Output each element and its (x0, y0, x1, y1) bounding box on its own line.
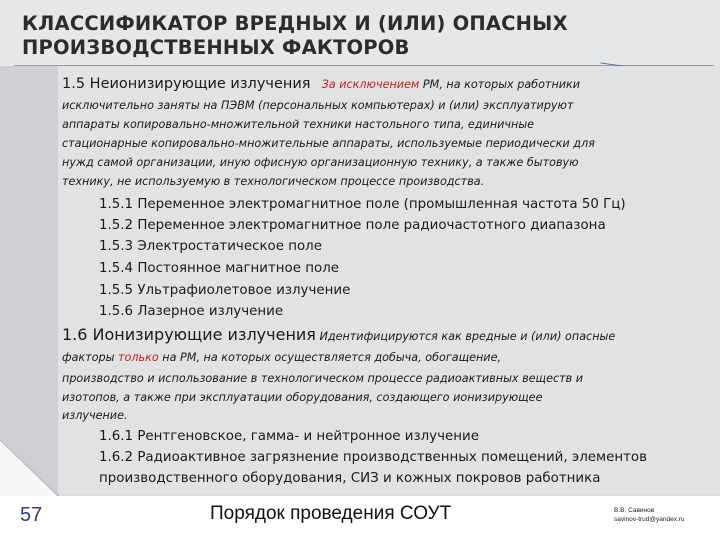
left-frame (0, 66, 59, 496)
list-item-1-5-6: 1.5.6 Лазерное излучение (99, 304, 284, 319)
section-15-heading: 1.5 Неионизирующие излучения (62, 76, 311, 92)
slide-title (22, 12, 702, 60)
section-16-text-line: производство и использование в технологическом процессе радиоактивных веществ и (62, 372, 584, 385)
section-15-note: РМ, на которых работники (419, 78, 581, 91)
section-16-note: Идентифицируются как вредные и (или) опасные (315, 330, 616, 343)
list-item-1-6-2-cont: производственного оборудования, СИЗ и кожных покровов работника (99, 471, 601, 486)
author-email: savinov-trud@yandex.ru (614, 516, 685, 523)
author-name: В.В. Савинов (614, 507, 655, 514)
section-16-heading: 1.6 Ионизирующие излучения (62, 325, 316, 344)
author-info (614, 506, 685, 524)
section-16-red-word: только (118, 351, 159, 364)
page-number: 57 (20, 504, 43, 526)
section-16-text-line: изотопов, а также при эксплуатации оборудования, создающего ионизирующее (62, 391, 543, 404)
list-item-1-5-2: 1.5.2 Переменное электромагнитное поле радиочастотного диапазона (99, 218, 606, 233)
section-15-text-line: стационарные копировально-множительные аппараты, используемые периодически для (62, 137, 595, 150)
section-15-text-line: исключительно заняты на ПЭВМ (персональных компьютерах) и (или) эксплуатируют (62, 99, 574, 112)
section-16-text-line: факторы только на РМ, на которых осуществляется добыча, обогащение, (62, 351, 502, 364)
section-15-text-line: нужд самой организации, иную офисную организационную технику, а также бытовую (62, 156, 579, 169)
list-item-1-5-5: 1.5.5 Ультрафиолетовое излучение (99, 283, 351, 298)
section-15-text-line: технику, не используемую в технологическом процессе производства. (62, 175, 485, 188)
title-line-2: ПРОИЗВОДСТВЕННЫХ ФАКТОРОВ (22, 36, 410, 59)
list-item-1-6-2: 1.6.2 Радиоактивное загрязнение производственных помещений, элементов (99, 450, 647, 465)
section-15-text-line: аппараты копировально-множительной техники настольного типа, единичные (62, 118, 535, 131)
title-line-1: КЛАССИФИКАТОР ВРЕДНЫХ И (ИЛИ) ОПАСНЫХ (22, 12, 568, 35)
section-15-note-red: За исключением (321, 78, 420, 91)
list-item-1-6-1: 1.6.1 Рентгеновское, гамма- и нейтронное излучение (99, 429, 479, 444)
list-item-1-5-1: 1.5.1 Переменное электромагнитное поле (промышленная частота 50 Гц) (99, 197, 626, 212)
section-16-header (62, 325, 615, 344)
section-16-text-line: излучение. (62, 409, 128, 422)
corner-decoration (0, 440, 58, 496)
section-15-header (62, 73, 580, 92)
list-item-1-5-3: 1.5.3 Электростатическое поле (99, 239, 322, 254)
footer-title: Порядок проведения СОУТ (210, 503, 452, 524)
list-item-1-5-4: 1.5.4 Постоянное магнитное поле (99, 261, 339, 276)
